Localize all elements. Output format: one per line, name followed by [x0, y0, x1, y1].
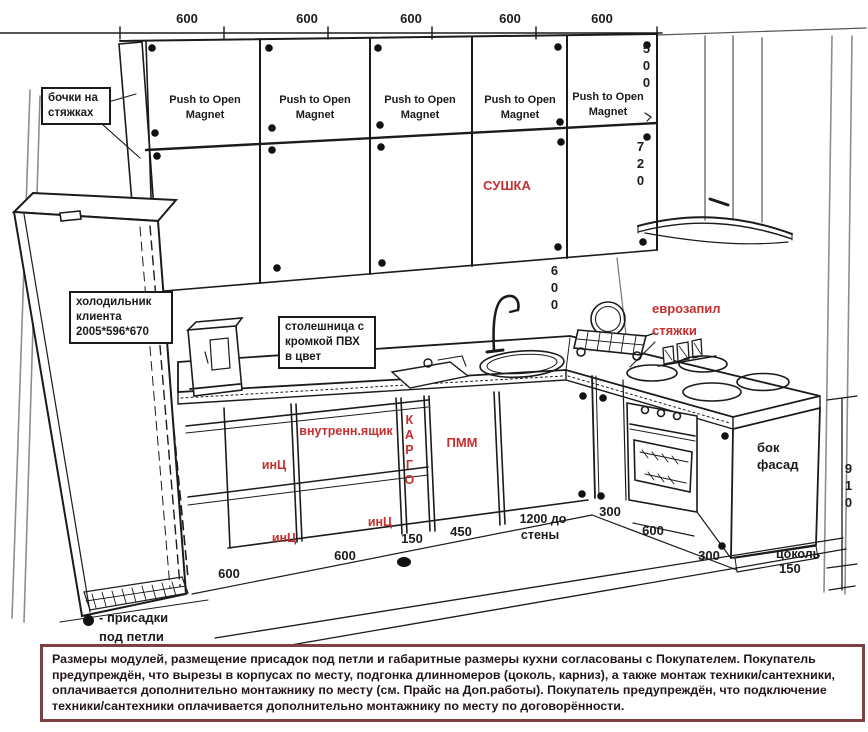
note-countertop-line1: столешница с [285, 321, 364, 333]
label-inner-drawer: внутренн.ящик [299, 424, 393, 438]
note-barrels-line2: стяжках [48, 106, 94, 119]
dim-base-600: 600 [334, 548, 356, 563]
fridge [14, 193, 208, 622]
dim-fridge-width: 600 [218, 566, 240, 581]
label-inc-1: инЦ [261, 458, 287, 472]
disclaimer-note: Размеры модулей, размещение присадок под петли и габаритные размеры кухни согласованы с Покупателем. Покупатель предупреждён, что вырезы в корпусах по месту, подгонка длинномеров (цоколь, карниз), а также монтаж техники/сантехники, оплачивается дополнительно монтажнику по месту (см. Прайс на Доп.работы). Покупатель предупреждён, что подключение техники/сантехники оплачивается дополнительно монтажнику по месту по договорённости. [40, 644, 865, 722]
label-euro-joint-line2: стяжки [652, 323, 697, 338]
upper-door-label-4: Push to Open Magnet [484, 94, 556, 121]
note-countertop [278, 316, 376, 369]
upper-door-label-3: Push to Open Magnet [384, 94, 456, 121]
dim-right-300a: 300 [599, 504, 621, 519]
label-drying-cabinet: СУШКА [483, 178, 531, 193]
upper-cabinets [120, 34, 657, 292]
range-hood [638, 36, 792, 244]
note-fridge-line1: холодильник [76, 296, 152, 308]
upper-door-label-2: Push to Open Magnet [279, 94, 351, 121]
label-inc-3: инЦ [271, 531, 297, 545]
label-dishwasher: ПММ [446, 435, 478, 450]
legend-line1: - присадки [99, 610, 169, 625]
note-countertop-line2: кромкой ПВХ [285, 335, 360, 348]
dim-base-height: 910 [840, 461, 856, 512]
dim-to-wall-line1: 1200 до [519, 512, 567, 526]
label-cargo: КАРГО [402, 413, 417, 488]
label-side-facade-line1: бок [757, 440, 780, 455]
note-countertop-line3: в цвет [285, 350, 322, 363]
note-fridge-line2: клиента [76, 310, 122, 323]
upper-door-label-5: Push to Open Magnet [572, 91, 644, 118]
label-inc-2: инЦ [367, 515, 393, 529]
dim-top-600-2: 600 [296, 11, 318, 26]
coffee-machine [188, 318, 242, 396]
dim-right-300b: 300 [698, 548, 720, 563]
note-barrels-line1: бочки на [48, 92, 98, 104]
label-euro-joint-line1: еврозапил [652, 301, 721, 316]
legend-line2: под петли [99, 629, 164, 644]
dim-top-600-3: 600 [400, 11, 422, 26]
upper-door-label-1: Push to Open Magnet [169, 94, 241, 121]
dim-top-600-4: 600 [499, 11, 521, 26]
spice-jars [658, 339, 716, 366]
dim-top-600-5: 600 [591, 11, 613, 26]
note-fridge [69, 291, 173, 344]
dim-base-150: 150 [401, 531, 423, 546]
leader-lines [102, 94, 655, 367]
dim-top-600-1: 600 [176, 11, 198, 26]
dim-right-600: 600 [642, 523, 664, 538]
note-barrels [41, 87, 111, 125]
dim-upper-cabinet-height: 720 [632, 139, 648, 190]
dim-base-450: 450 [450, 524, 472, 539]
label-plinth: цоколь [776, 547, 821, 561]
label-side-facade-line2: фасад [757, 457, 799, 472]
dim-upper-door-height: 500 [638, 41, 654, 92]
top-dimension-line [0, 27, 662, 39]
legend-hinge-dot-icon [83, 615, 94, 626]
label-plinth-height: 150 [779, 561, 801, 576]
dim-to-wall-line2: стены [520, 528, 560, 542]
dim-apron-height: 600 [546, 263, 562, 314]
note-fridge-line3: 2005*596*670 [76, 325, 149, 338]
